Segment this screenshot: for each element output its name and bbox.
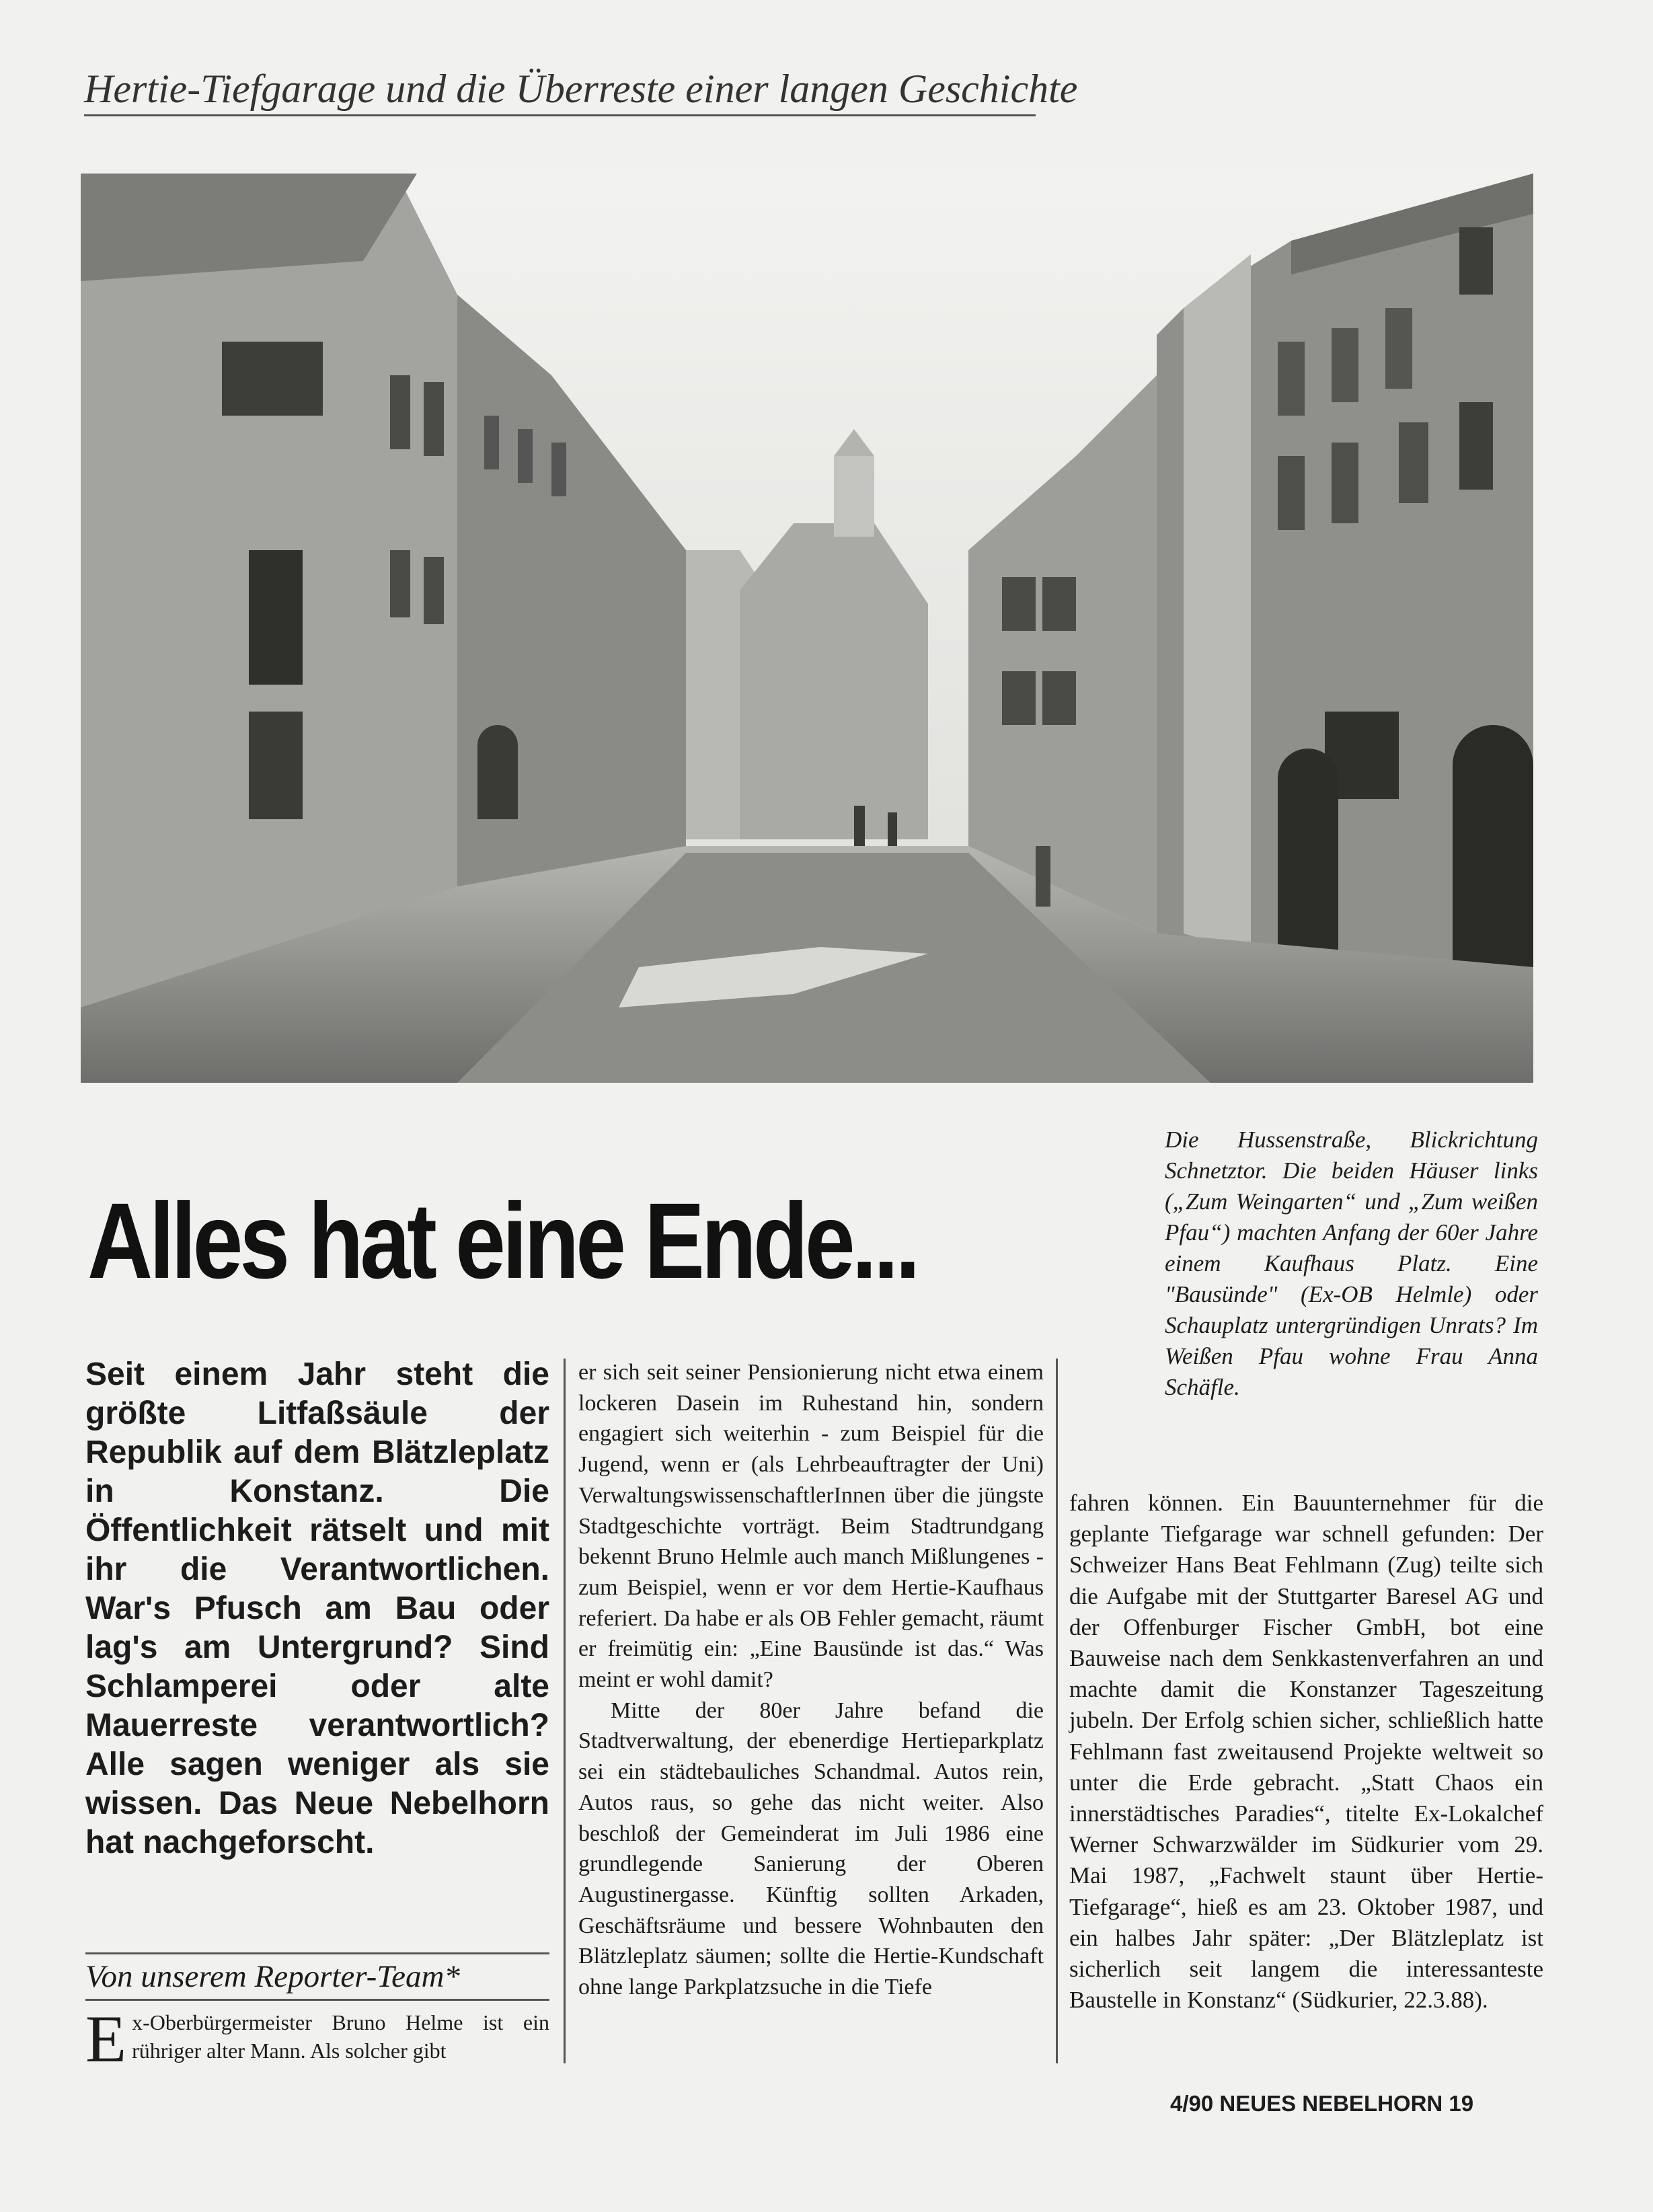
street-scene-illustration: [81, 174, 1533, 1083]
column-rule-2: [1056, 1359, 1058, 2063]
body-column-2-paragraph-1: er sich seit seiner Pensionierung nicht etwa einem lockeren Dasein im Ruhestand hin, sondern engagiert sich weiterhin - zum Beispiel für die Jugend, wenn er (als Lehrbeauftragter der Uni) VerwaltungswissenschaftlerInnen über die jüngste Stadtgeschichte vorträgt. Beim Stadtrundgang bekennt Bruno Helmle auch manch Mißlungenes - zum Beispiel, wenn er vor dem Hertie-Kaufhaus referiert. Da habe er als OB Fehler gemacht, räumt er freimütig ein: „Eine Bausünde ist das.“ Was meint er wohl damit?: [578, 1360, 1044, 1693]
street-photo: [81, 174, 1533, 1083]
body-column-2-paragraph-2: Mitte der 80er Jahre befand die Stadtverwaltung, der ebenerdige Hertieparkplatz sei ein städtebauliches Schandmal. Autos rein, Autos raus, so gehe das nicht weiter. Also beschloß der Gemeinderat im Juli 1986 eine grundlegende Sanierung der Oberen Augustinergasse. Künftig sollten Arkaden, Geschäftsräume und bessere Wohnbauten den Blätzleplatz säumen; sollte die Hertie-Kundschaft ohne lange Parkplatzsuche in die Tiefe: [578, 1698, 1044, 2000]
body-column-2: [578, 1357, 1044, 2003]
body-column-1: [85, 2001, 549, 2076]
byline: Von unserem Reporter-Team*: [85, 1952, 549, 2001]
column-rule-1: [564, 1359, 566, 2063]
photo-caption: Die Hussenstraße, Blickrichtung Schnetztor. Die beiden Häuser links („Zum Weingarten“ und „Zum weißen Pfau“) machten Anfang der 60er Jahre einem Kaufhaus Platz. Eine "Bausünde" (Ex-OB Helmle) oder Schauplatz untergründigen Unrats? Im Weißen Pfau wohne Frau Anna Schäfle.: [1165, 1127, 1538, 1400]
lead-paragraph: Seit einem Jahr steht die größte Litfaßsäule der Republik auf dem Blätzleplatz in Konstanz. Die Öffentlichkeit rätselt und mit ihr die Verantwortlichen. War's Pfusch am Bau oder lag's am Untergrund? Sind Schlamperei oder alte Mauerreste verantwortlich? Alle sagen weniger als sie wissen. Das Neue Nebelhorn hat nachgeforscht.: [85, 1357, 549, 1860]
body-column-3: [1069, 1488, 1543, 2016]
page-folio: 4/90 NEUES NEBELHORN 19: [1170, 2091, 1474, 2116]
headline: Alles hat eine Ende...: [87, 1180, 917, 1301]
body-column-1-text: x-Oberbürgermeister Bruno Helme ist ein rühriger alter Mann. Als solcher gibt: [132, 2010, 549, 2063]
drop-cap: E: [85, 2001, 127, 2076]
body-column-3-text: fahren können. Ein Bauunternehmer für die geplante Tiefgarage war schnell gefunden: Der Schweizer Hans Beat Fehlmann (Zug) teilte sich die Aufgabe mit der Stuttgarter Baresel AG und der Offenburger Fischer GmbH, bot eine Bauweise nach dem Senkkastenverfahren an und machte damit die Konstanzer Tageszeitung jubeln. Der Erfolg schien sicher, schließlich hatte Fehlmann fast zweitausend Projekte weltweit so unter die Erde gebracht. „Statt Chaos ein innerstädtisches Paradies“, titelte Ex-Lokalchef Werner Schwarzwälder im Südkurier vom 29. Mai 1987, „Fachwelt staunt über Hertie-Tiefgarage“, hieß es am 23. Oktober 1987, und ein halbes Jahr später: „Der Blätzleplatz ist sicherlich seit langem die interessanteste Baustelle in Konstanz“ (Südkurier, 22.3.88).: [1069, 1490, 1543, 2014]
article-kicker: Hertie-Tiefgarage und die Überreste einer langen Geschichte: [84, 65, 1036, 116]
